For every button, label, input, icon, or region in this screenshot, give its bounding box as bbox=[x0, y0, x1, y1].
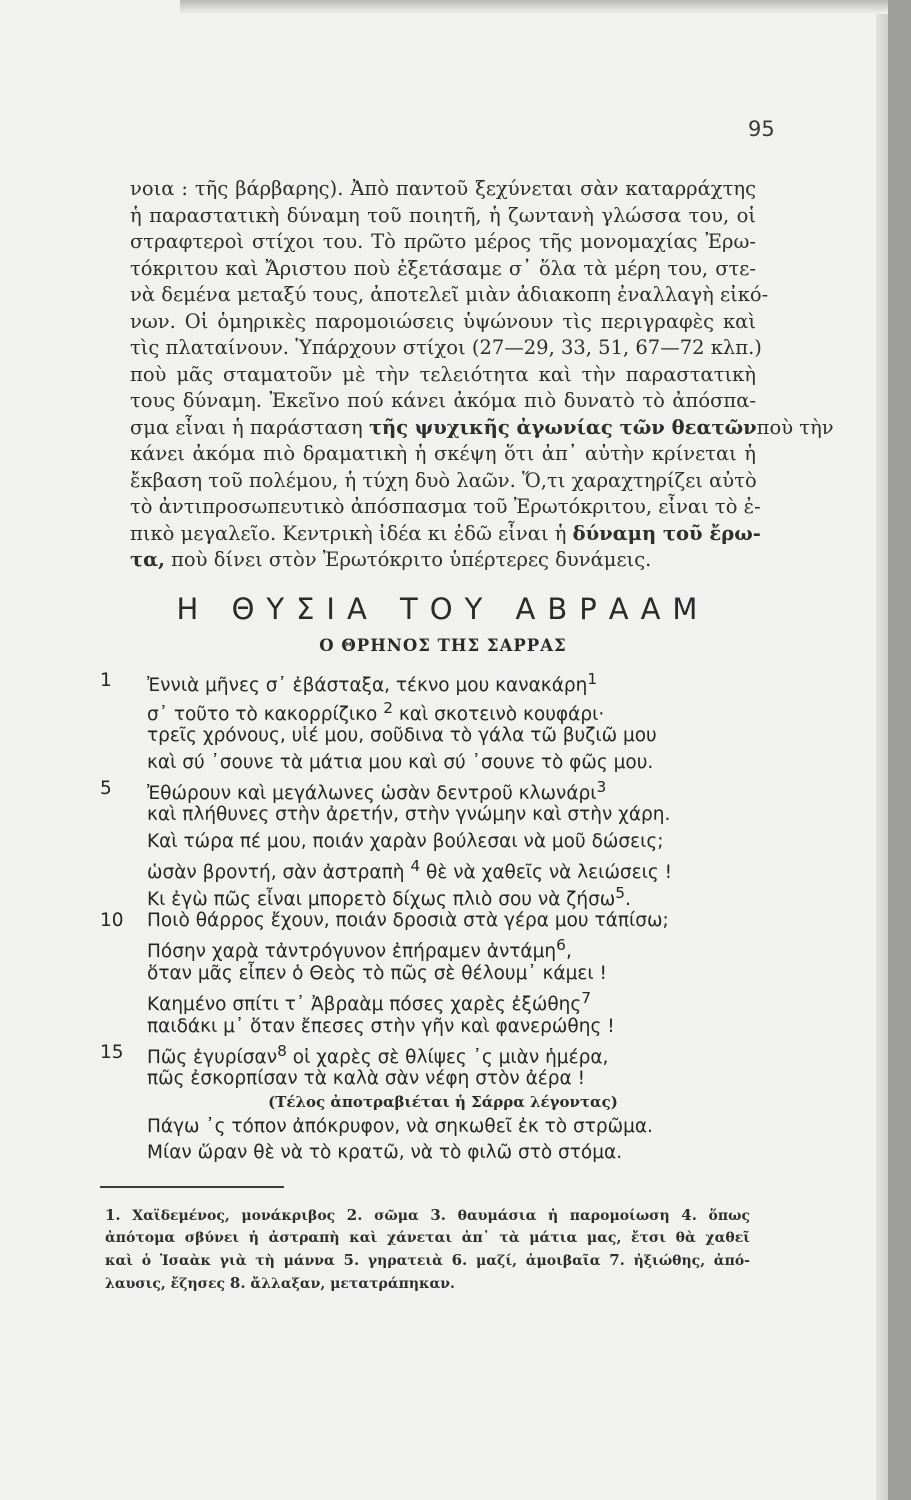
footnote-text: ἄλλαξαν, μετατράπηκαν. bbox=[245, 1276, 455, 1292]
verse-text: Μίαν ὥραν θὲ νὰ τὸ κρατῶ, νὰ τὸ φιλῶ στὸ στόμα. bbox=[147, 1142, 623, 1163]
text-run: νοια : τῆς βάρβαρης). Ἀπὸ παντοῦ ξεχύνεται σὰν καταρράχτης bbox=[130, 177, 756, 200]
poem-subtitle: Ο ΘΡΗΝΟΣ ΤΗΣ ΣΑΡΡΑΣ bbox=[319, 636, 567, 655]
prose-line-6 bbox=[130, 309, 756, 336]
footnote-text: γηρατειὰ bbox=[359, 1253, 452, 1269]
prose-line-8 bbox=[130, 362, 756, 389]
verse-run: καὶ πλήθυνες στὴν ἀρετήν, στὴν γνώμην καὶ στὴν χάρη. bbox=[147, 804, 671, 825]
verse-text bbox=[147, 910, 669, 931]
verse-text: Πάγω ᾽ς τόπον ἀπόκρυφον, νὰ σηκωθεῖ ἐκ τὸ στρῶμα. bbox=[147, 1116, 653, 1137]
text-run: ἔκβαση τοῦ πολέμου, ἡ τύχη δυὸ λαῶν. Ὅ,τι χαραχτηρίζει αὐτὸ bbox=[130, 468, 757, 492]
verse-run: Καημένο σπίτι τ᾽ Ἀβραὰμ πόσες χαρὲς ἐξώθης bbox=[147, 994, 582, 1016]
text-run: ἡ παραστατικὴ δύναμη τοῦ ποιητῆ, ἡ ζωντανὴ γλώσσα του, οἱ bbox=[130, 203, 756, 227]
verse-text bbox=[147, 752, 653, 773]
prose-line-10 bbox=[130, 415, 834, 442]
verse-run: οἱ χαρὲς σὲ θλίψες ᾽ς μιὰν ἡμέρα, bbox=[286, 1047, 609, 1069]
verse-run: Κι ἐγὼ πῶς εἶναι μπορετὸ δίχως πλιὸ σου νὰ ζήσω bbox=[147, 889, 616, 911]
text-run: νων. Οἱ ὁμηρικὲς παρομοιώσεις ὑψώνουν τὶς περιγραφὲς καὶ bbox=[130, 309, 756, 333]
verse-number: 15 bbox=[100, 1042, 124, 1063]
verse-text bbox=[147, 699, 604, 725]
footnote-number: 4. bbox=[681, 1206, 697, 1224]
text-run: ποὺ δίνει στὸν Ἐρωτόκριτο ὑπέρτερες δυνάμεις. bbox=[164, 548, 652, 571]
page-edge-shadow bbox=[876, 0, 888, 1500]
footnote-marker: 7 bbox=[581, 989, 592, 1007]
verse-run: ὅταν μᾶς εἶπεν ὁ Θεὸς τὸ πῶς σὲ θέλουμ᾽ κάμει ! bbox=[147, 963, 607, 984]
verse-text bbox=[147, 884, 631, 910]
verse-run: θὲ νὰ χαθεῖς νὰ λειώσεις ! bbox=[420, 862, 673, 884]
verse-number: 10 bbox=[100, 910, 124, 931]
footnote-text: ἀπότομα σβύνει ἡ ἀστραπὴ καὶ χάνεται ἀπ᾽ τὰ μάτια μας, ἔτσι θὰ χαθεῖ bbox=[105, 1230, 750, 1246]
footnote-marker: 3 bbox=[596, 778, 607, 796]
text-run: ποὺ τὴν bbox=[756, 415, 834, 439]
footnote-number: 8. bbox=[229, 1274, 246, 1292]
verse-text bbox=[147, 989, 591, 1015]
footnote-text: θαυμάσια ἡ παρομοίωση bbox=[446, 1208, 682, 1224]
prose-line-13 bbox=[130, 494, 761, 521]
footnote-text: Χαϊδεμένος, μονάκριβος bbox=[120, 1208, 347, 1224]
verse-text bbox=[147, 857, 672, 883]
verse-run: σ᾽ τοῦτο τὸ κακορρίζικο bbox=[147, 704, 384, 726]
verse-run: ὡσὰν βροντή, σὰν ἀστραπὴ bbox=[147, 862, 411, 884]
verse-run: Ποιὸ θάρρος ἔχουν, ποιάν δροσιὰ στὰ γέρα μου τάπίσω; bbox=[147, 910, 669, 931]
footnote-text: ὅπως bbox=[696, 1208, 750, 1224]
verse-run: τρεῖς χρόνους, υἱέ μου, σοῦδινα τὸ γάλα τῶ βυζιῶ μου bbox=[147, 725, 657, 746]
poem-title: Η ΘΥΣΙΑ ΤΟΥ ΑΒΡΑΑΜ bbox=[176, 592, 710, 626]
verse-text bbox=[147, 1016, 615, 1037]
verse-run: πῶς ἐσκορπίσαν τὰ καλὰ σὰν νέφη στὸν ἀέρα ! bbox=[147, 1068, 586, 1089]
footnote-line-1 bbox=[105, 1204, 750, 1227]
prose-line-7 bbox=[130, 335, 762, 362]
text-run: στραφτεροὶ στίχοι του. Τὸ πρῶτο μέρος τῆς μονομαχίας Ἐρω- bbox=[130, 230, 756, 253]
footnote-text: σῶμα bbox=[362, 1208, 431, 1224]
text-run: τους δύναμη. Ἐκεῖνο πού κάνει ἀκόμα πιὸ δυνατὸ τὸ ἀπόσπα- bbox=[130, 389, 756, 412]
footnote-text: μαζί, ἀμοιβαῖα bbox=[467, 1253, 610, 1269]
verse-text bbox=[147, 670, 597, 696]
verse-text bbox=[147, 778, 606, 804]
commentary-paragraph bbox=[130, 176, 834, 574]
verse-run: Ἐννιὰ μῆνες σ᾽ ἐβάσταξα, τέκνο μου κανακάρη bbox=[147, 675, 588, 697]
verse-text bbox=[147, 963, 607, 984]
verse-run: παιδάκι μ᾽ ὅταν ἔπεσες στὴν γῆν καὶ φανερώθης ! bbox=[147, 1016, 615, 1037]
verse-run: Καὶ τώρα πέ μου, ποιάν χαρὰν βούλεσαι νὰ μοῦ δώσεις; bbox=[147, 831, 664, 852]
prose-line-1 bbox=[130, 176, 756, 203]
verse-run: . bbox=[625, 889, 631, 911]
verse-run: καὶ σύ ᾽σουνε τὰ μάτια μου καὶ σύ ᾽σουνε τὸ φῶς μου. bbox=[147, 752, 654, 773]
footnote-marker: 1 bbox=[587, 670, 598, 688]
footnote-marker: 4 bbox=[410, 857, 421, 875]
footnote-marker: 8 bbox=[277, 1042, 287, 1060]
prose-line-2 bbox=[130, 203, 756, 230]
verse-text bbox=[147, 1042, 608, 1068]
prose-line-5 bbox=[130, 282, 769, 309]
page-number: 95 bbox=[748, 117, 775, 141]
verse-text bbox=[147, 1068, 585, 1089]
footnote-number: 3. bbox=[430, 1206, 447, 1224]
footnote-number: 6. bbox=[451, 1251, 468, 1269]
footnote-divider bbox=[100, 1186, 284, 1188]
footnote-text: λαυσις, ἔζησες bbox=[105, 1276, 230, 1292]
prose-line-15 bbox=[130, 547, 756, 574]
footnote-text: ἠξιώθης, ἀπό- bbox=[624, 1253, 750, 1269]
footnote-number: 2. bbox=[346, 1206, 363, 1224]
verse-text bbox=[147, 725, 657, 746]
scan-top-shadow bbox=[180, 0, 888, 14]
bold-phrase: δύναμη τοῦ ἔρω- bbox=[572, 521, 761, 545]
text-run: τὸ ἀντιπροσωπευτικὸ ἀπόσπασμα τοῦ Ἐρωτόκριτου, εἶναι τὸ ἐ- bbox=[130, 495, 761, 518]
text-run: τὶς πλαταίνουν. Ὑπάρχουν στίχοι (27—29, 33, 51, 67—72 κλπ.) bbox=[130, 336, 762, 359]
bold-phrase: τα, bbox=[130, 548, 165, 571]
footnote-line-3 bbox=[105, 1249, 750, 1272]
bold-phrase: τῆς ψυχικῆς ἀγωνίας τῶν θεατῶν bbox=[368, 415, 757, 439]
prose-line-14 bbox=[130, 521, 761, 548]
footnote-marker: 5 bbox=[615, 884, 626, 902]
binding-strip bbox=[888, 0, 911, 1500]
footnotes bbox=[105, 1204, 750, 1295]
prose-line-11 bbox=[130, 441, 756, 468]
verse-text bbox=[147, 936, 572, 962]
verse-number: 1 bbox=[100, 670, 112, 691]
footnote-marker: 2 bbox=[383, 699, 393, 717]
prose-line-4 bbox=[130, 256, 756, 283]
verse-run: Ἐθώρουν καὶ μεγάλωνες ὡσὰν δεντροῦ κλωνάρι bbox=[147, 783, 597, 805]
text-run: σμα εἶναι ἡ παράσταση bbox=[130, 415, 369, 439]
verse-run: καὶ σκοτεινὸ κουφάρι· bbox=[393, 704, 605, 726]
footnote-line-4 bbox=[105, 1272, 750, 1295]
verse-number: 5 bbox=[100, 778, 112, 799]
verse-run: Πῶς ἐγυρίσαν bbox=[147, 1047, 278, 1069]
prose-line-12 bbox=[130, 468, 756, 495]
footnote-number: 5. bbox=[343, 1251, 360, 1269]
verse-run: , bbox=[565, 941, 572, 963]
footnote-number: 7. bbox=[609, 1251, 625, 1269]
stage-direction: (Τέλος ἀποτραβιέται ἡ Σάρρα λέγοντας) bbox=[268, 1093, 618, 1111]
footnote-line-2 bbox=[105, 1227, 750, 1249]
footnote-marker: 6 bbox=[556, 936, 566, 954]
text-run: κάνει ἀκόμα πιὸ δραματικὴ ἡ σκέψη ὅτι ἀπ᾽ αὐτὴν κρίνεται ἡ bbox=[130, 442, 756, 465]
text-run: νὰ δεμένα μεταξύ τους, ἀποτελεῖ μιὰν ἀδιακοπη ἐναλλαγὴ εἰκό- bbox=[130, 283, 769, 306]
verse-text bbox=[147, 831, 663, 852]
text-run: ποὺ μᾶς σταματοῦν μὲ τὴν τελειότητα καὶ τὴν παραστατικὴ bbox=[130, 362, 756, 386]
verse-run: Πόσην χαρὰ τἀντρόγυνον ἐπήραμεν ἀντάμη bbox=[147, 941, 557, 963]
text-run: τόκριτου καὶ Ἄριστου ποὺ ἐξετάσαμε σ᾽ ὅλα τὰ μέρη του, στε- bbox=[130, 256, 756, 280]
text-run: πικὸ μεγαλεῖο. Κεντρικὴ ἰδέα κι ἐδῶ εἶναι ἡ bbox=[130, 521, 573, 545]
verse-text bbox=[147, 804, 670, 825]
prose-line-3 bbox=[130, 229, 756, 256]
footnote-number: 1. bbox=[105, 1206, 121, 1224]
footnote-text: καὶ ὁ Ἰσαὰκ γιὰ τὴ μάννα bbox=[105, 1253, 344, 1269]
prose-line-9 bbox=[130, 388, 756, 415]
